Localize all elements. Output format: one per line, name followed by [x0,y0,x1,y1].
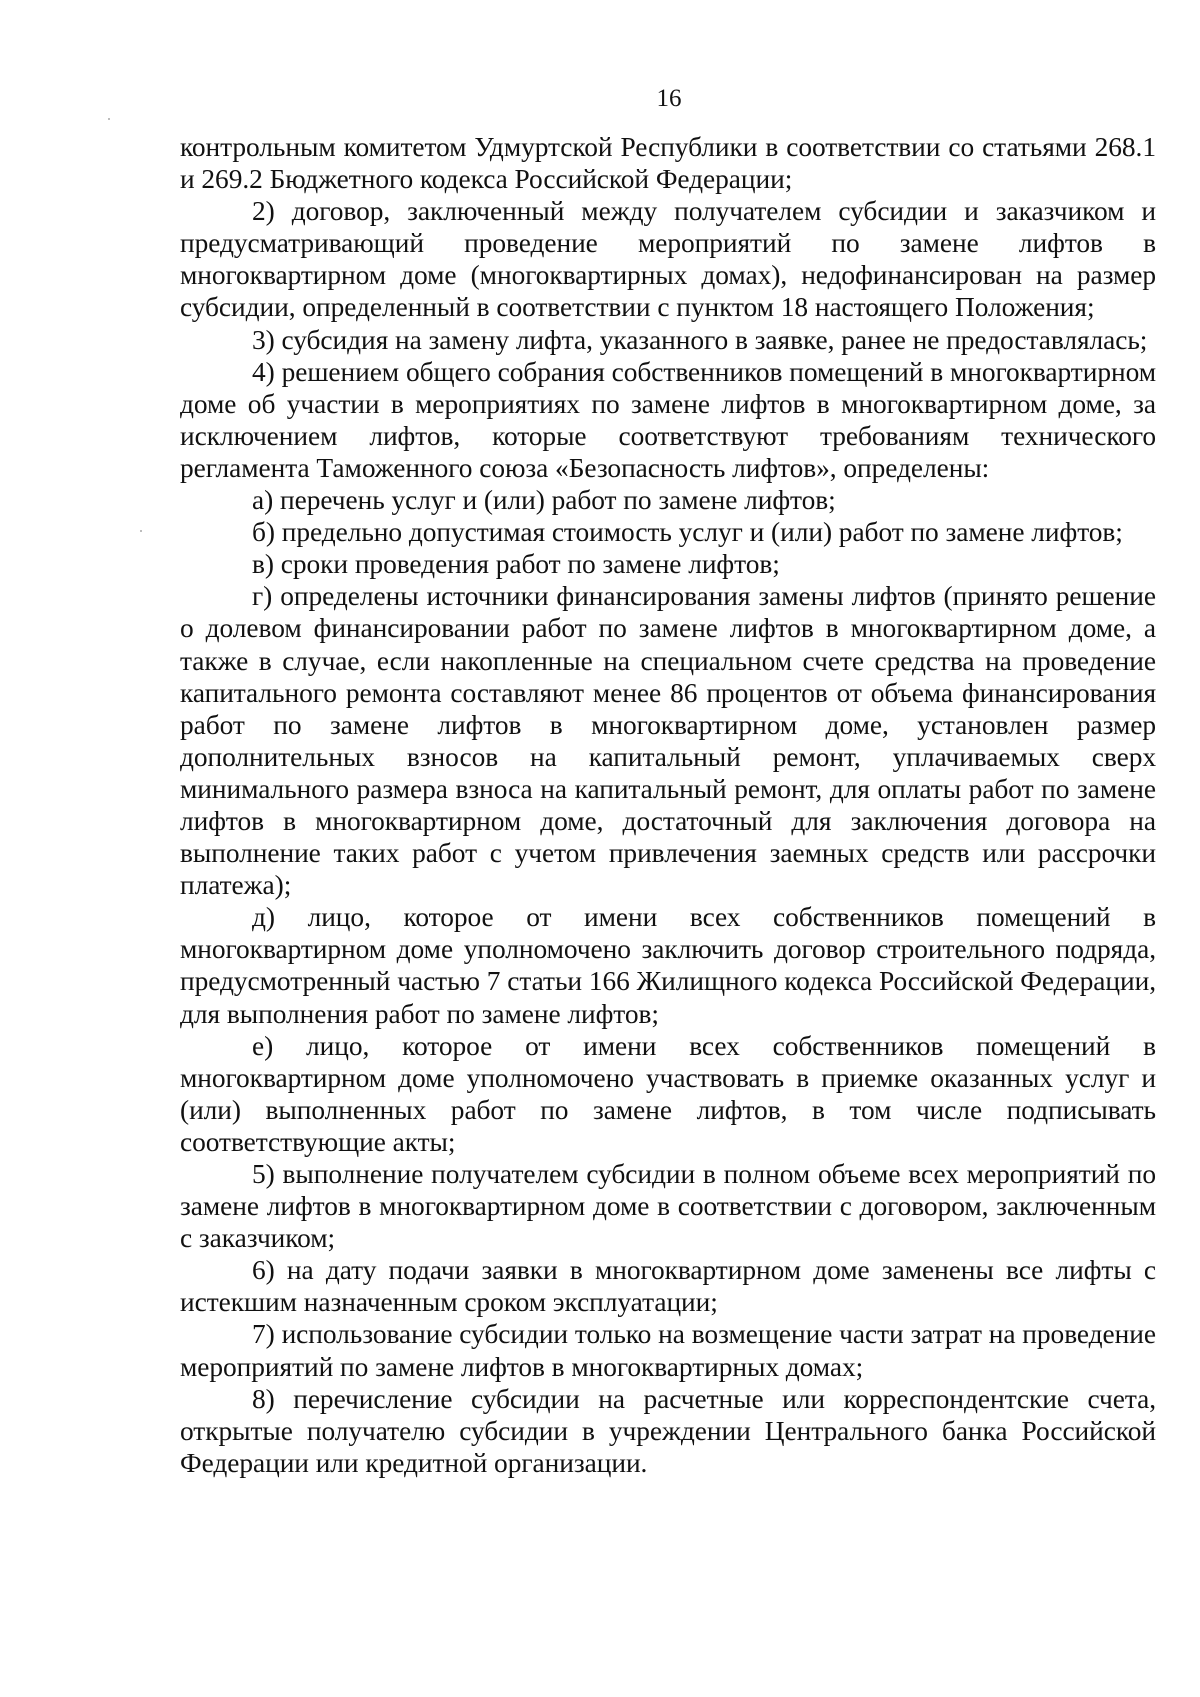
paragraph: контрольным комитетом Удмуртской Республики в соответствии со статьями 268.1 и 269.2 Бюджетного кодекса Российской Федерации; [180,132,1156,195]
paragraph: б) предельно допустимая стоимость услуг и (или) работ по замене лифтов; [252,517,1123,548]
paragraph: 4) решением общего собрания собственников помещений в многоквартирном доме об участии в мероприятиях по замене лифтов в многоквартирном доме, за исключением лифтов, которые соответствуют требованиям технического регламента Таможенного союза «Безопасность лифтов», определены: [180,356,1156,483]
paragraph: 7) использование субсидии только на возмещение части затрат на проведение мероприятий по замене лифтов в многоквартирных домах; [180,1319,1156,1382]
document-body [180,131,1156,1479]
paragraph: 3) субсидия на замену лифта, указанного в заявке, ранее не предоставлялась; [252,324,1148,355]
paragraph: 6) на дату подачи заявки в многоквартирном доме заменены все лифты с истекшим назначенным сроком эксплуатации; [180,1255,1156,1318]
paragraph: 2) договор, заключенный между получателем субсидии и заказчиком и предусматривающий проведение мероприятий по замене лифтов в многоквартирном доме (многоквартирных домах), недофинансирован на размер субсидии, определенный в соответствии с пунктом 18 настоящего Положения; [180,196,1156,323]
paragraph: 5) выполнение получателем субсидии в полном объеме всех мероприятий по замене лифтов в многоквартирном доме в соответствии с договором, заключенным с заказчиком; [180,1159,1156,1254]
scan-artifact-dot [140,530,142,532]
paragraph: 8) перечисление субсидии на расчетные или корреспондентские счета, открытые получателю субсидии в учреждении Центрального банка Российской Федерации или кредитной организации. [180,1383,1156,1478]
scan-artifact-dot [108,118,110,120]
paragraph: а) перечень услуг и (или) работ по замене лифтов; [252,485,836,516]
paragraph: в) сроки проведения работ по замене лифтов; [252,549,780,580]
paragraph: д) лицо, которое от имени всех собственников помещений в многоквартирном доме уполномочено заключить договор строительного подряда, предусмотренный частью 7 статьи 166 Жилищного кодекса Российской Федерации, для выполнения работ по замене лифтов; [180,902,1156,1029]
page-number: 16 [656,85,682,112]
paragraph: е) лицо, которое от имени всех собственников помещений в многоквартирном доме уполномочено участвовать в приемке оказанных услуг и (или) выполненных работ по замене лифтов, в том числе подписывать соответствующие акты; [180,1030,1156,1157]
paragraph: г) определены источники финансирования замены лифтов (принято решение о долевом финансировании работ по замене лифтов в многоквартирном доме, а также в случае, если накопленные на специальном счете средства на проведение капитального ремонта составляют менее 86 процентов от объема финансирования работ по замене лифтов в многоквартирном доме, установлен размер дополнительных взносов на капитальный ремонт, уплачиваемых сверх минимального размера взноса на капитальный ремонт, для оплаты работ по замене лифтов в многоквартирном доме, достаточный для заключения договора на выполнение таких работ с учетом привлечения заемных средств или рассрочки платежа); [180,581,1156,901]
